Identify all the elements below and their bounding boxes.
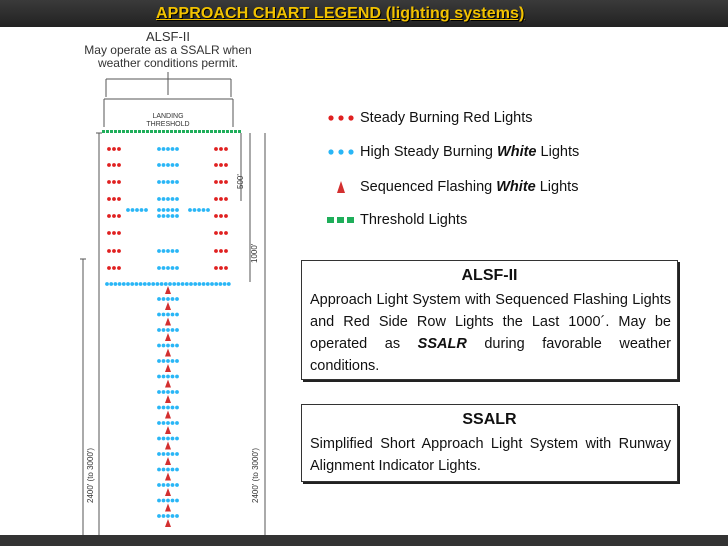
centerline-white-light — [162, 163, 166, 167]
threshold-light — [222, 130, 225, 133]
centerline-white-light — [162, 147, 166, 151]
box-text: Simplified Short Approach Light System with Runway Alignment Indicator Lights. — [310, 436, 671, 474]
centerline-white-light — [171, 359, 175, 363]
centerline-white-light — [162, 328, 166, 332]
threshold-label-1: LANDING — [152, 113, 184, 120]
side-row-red-light — [214, 197, 218, 201]
centerline-white-light — [166, 344, 170, 348]
threshold-light — [210, 130, 213, 133]
side-row-red-light — [214, 249, 218, 253]
centerline-white-light — [162, 406, 166, 410]
threshold-light — [178, 130, 181, 133]
threshold-light — [182, 130, 185, 133]
alsf-ii-diagram — [0, 27, 300, 535]
centerline-white-light — [171, 375, 175, 379]
centerline-white-light — [171, 421, 175, 425]
centerline-white-light — [157, 266, 161, 270]
side-row-red-light — [117, 180, 121, 184]
centerline-white-light — [175, 163, 179, 167]
system-name-label: ALSF-II — [145, 29, 191, 44]
threshold-light — [102, 130, 105, 133]
centerline-white-light — [175, 147, 179, 151]
legend-item-flashing-lights — [322, 177, 578, 197]
centerline-white-light — [171, 249, 175, 253]
legend-label: Steady Burning Red Lights — [360, 110, 533, 126]
centerline-white-light — [162, 359, 166, 363]
crossbar-white-light — [131, 208, 135, 212]
sequenced-flashing-light — [165, 364, 171, 372]
dimension-1000: 1000' — [250, 243, 259, 263]
crossbar-white-light — [188, 208, 192, 212]
centerline-white-light — [162, 249, 166, 253]
centerline-white-light — [157, 163, 161, 167]
side-row-red-light — [219, 266, 223, 270]
centerline-white-light — [157, 180, 161, 184]
legend-item-red-lights — [322, 108, 533, 128]
centerline-white-light — [175, 344, 179, 348]
centerline-white-light — [157, 468, 161, 472]
crossbar-white-light — [130, 282, 134, 286]
centerline-white-light — [162, 468, 166, 472]
centerline-white-light — [157, 483, 161, 487]
side-row-red-light — [224, 180, 228, 184]
box-text: Approach Light System with Sequenced Flashing Lights and Red Side Row Lights the Last 1000´. May be operated as SSALR during favorable weather conditions. — [310, 292, 671, 374]
side-row-red-light — [214, 180, 218, 184]
side-row-red-light — [112, 197, 116, 201]
crossbar-white-light — [160, 282, 164, 286]
centerline-white-light — [166, 266, 170, 270]
crossbar-white-light — [126, 282, 130, 286]
side-row-red-light — [107, 266, 111, 270]
centerline-white-light — [171, 147, 175, 151]
centerline-white-light — [166, 390, 170, 394]
red-triangle-icon — [322, 180, 360, 194]
centerline-white-light — [175, 214, 179, 218]
side-row-red-light — [117, 249, 121, 253]
centerline-white-light — [157, 214, 161, 218]
crossbar-white-light — [143, 282, 147, 286]
sequenced-flashing-light — [165, 426, 171, 434]
crossbar-white-light — [135, 208, 139, 212]
side-row-red-light — [219, 197, 223, 201]
centerline-white-light — [162, 344, 166, 348]
threshold-label-2: THRESHOLD — [146, 121, 190, 128]
crossbar-white-light — [227, 282, 231, 286]
crossbar-white-light — [206, 208, 210, 212]
threshold-light — [142, 130, 145, 133]
centerline-white-light — [175, 266, 179, 270]
centerline-white-light — [157, 328, 161, 332]
crossbar-white-light — [109, 282, 113, 286]
side-row-red-light — [112, 249, 116, 253]
dimension-500: 500' — [236, 174, 245, 189]
crossbar-white-light — [114, 282, 118, 286]
centerline-white-light — [166, 514, 170, 518]
bottom-bar — [0, 535, 728, 546]
alsf-ii-description-box — [301, 260, 678, 380]
threshold-light — [158, 130, 161, 133]
side-row-red-light — [219, 249, 223, 253]
centerline-white-light — [157, 406, 161, 410]
side-row-red-light — [224, 249, 228, 253]
side-row-red-light — [117, 266, 121, 270]
crossbar-white-light — [189, 282, 193, 286]
centerline-white-light — [166, 375, 170, 379]
threshold-light — [118, 130, 121, 133]
centerline-white-light — [157, 249, 161, 253]
crossbar-white-light — [193, 208, 197, 212]
sequenced-flashing-light — [165, 442, 171, 450]
sequenced-flashing-light — [165, 457, 171, 465]
centerline-white-light — [162, 180, 166, 184]
centerline-white-light — [166, 468, 170, 472]
centerline-white-light — [157, 359, 161, 363]
crossbar-white-light — [177, 282, 181, 286]
centerline-white-light — [162, 313, 166, 317]
centerline-white-light — [171, 514, 175, 518]
box-title: SSALR — [462, 411, 517, 428]
crossbar-white-light — [197, 208, 201, 212]
crossbar-white-light — [202, 282, 206, 286]
side-row-red-light — [112, 147, 116, 151]
legend-label: Sequenced Flashing White Lights — [360, 179, 579, 195]
sequenced-flashing-light — [165, 411, 171, 419]
threshold-light — [206, 130, 209, 133]
crossbar-white-light — [172, 282, 176, 286]
threshold-light — [146, 130, 149, 133]
crossbar-white-light — [202, 208, 206, 212]
crossbar-white-light — [156, 282, 160, 286]
green-squares-icon — [322, 215, 360, 225]
centerline-white-light — [162, 375, 166, 379]
threshold-light — [166, 130, 169, 133]
threshold-light — [202, 130, 205, 133]
centerline-white-light — [171, 163, 175, 167]
centerline-white-light — [162, 514, 166, 518]
crossbar-white-light — [214, 282, 218, 286]
side-row-red-light — [107, 147, 111, 151]
centerline-white-light — [175, 452, 179, 456]
centerline-white-light — [175, 180, 179, 184]
crossbar-white-light — [185, 282, 189, 286]
centerline-white-light — [171, 328, 175, 332]
centerline-white-light — [171, 297, 175, 301]
crossbar-white-light — [157, 208, 161, 212]
centerline-white-light — [171, 499, 175, 503]
side-row-red-light — [214, 214, 218, 218]
centerline-white-light — [175, 249, 179, 253]
side-row-red-light — [224, 197, 228, 201]
side-row-red-light — [107, 197, 111, 201]
crossbar-white-light — [168, 282, 172, 286]
centerline-white-light — [162, 421, 166, 425]
centerline-white-light — [175, 406, 179, 410]
crossbar-white-light — [171, 208, 175, 212]
centerline-white-light — [157, 147, 161, 151]
dimension-2400-right: 2400' (to 3000') — [251, 447, 260, 503]
centerline-white-light — [171, 406, 175, 410]
sequenced-flashing-light — [165, 318, 171, 326]
legend-item-threshold-lights — [322, 210, 467, 230]
red-dots-icon — [322, 113, 360, 123]
crossbar-white-light — [181, 282, 185, 286]
blue-dots-icon — [322, 147, 360, 157]
crossbar-white-light — [147, 282, 151, 286]
side-row-red-light — [112, 231, 116, 235]
centerline-white-light — [166, 297, 170, 301]
centerline-white-light — [157, 514, 161, 518]
crossbar-white-light — [135, 282, 139, 286]
side-row-red-light — [214, 231, 218, 235]
centerline-white-light — [162, 499, 166, 503]
crossbar-white-light — [198, 282, 202, 286]
threshold-light — [198, 130, 201, 133]
side-row-red-light — [107, 163, 111, 167]
centerline-white-light — [166, 452, 170, 456]
crossbar-white-light — [206, 282, 210, 286]
crossbar-white-light — [151, 282, 155, 286]
crossbar-white-light — [140, 208, 144, 212]
centerline-white-light — [162, 452, 166, 456]
centerline-white-light — [166, 197, 170, 201]
centerline-white-light — [157, 313, 161, 317]
side-row-red-light — [107, 180, 111, 184]
threshold-light — [130, 130, 133, 133]
sequenced-flashing-light — [165, 488, 171, 496]
sequenced-flashing-light — [165, 349, 171, 357]
threshold-light — [170, 130, 173, 133]
crossbar-white-light — [164, 282, 168, 286]
ssalr-description-box — [301, 404, 678, 482]
centerline-white-light — [157, 197, 161, 201]
threshold-light — [154, 130, 157, 133]
box-title: ALSF-II — [461, 267, 518, 284]
crossbar-white-light — [210, 282, 214, 286]
centerline-white-light — [175, 297, 179, 301]
centerline-white-light — [157, 344, 161, 348]
side-row-red-light — [214, 266, 218, 270]
centerline-white-light — [162, 197, 166, 201]
sequenced-flashing-light — [165, 473, 171, 481]
note-line-1: May operate as a SSALR when — [84, 43, 252, 57]
sequenced-flashing-light — [165, 519, 171, 527]
side-row-red-light — [219, 180, 223, 184]
threshold-light — [114, 130, 117, 133]
centerline-white-light — [157, 297, 161, 301]
centerline-white-light — [175, 468, 179, 472]
centerline-white-light — [162, 214, 166, 218]
centerline-white-light — [175, 197, 179, 201]
threshold-light — [218, 130, 221, 133]
crossbar-white-light — [193, 282, 197, 286]
centerline-white-light — [157, 499, 161, 503]
side-row-red-light — [224, 214, 228, 218]
threshold-light — [226, 130, 229, 133]
centerline-white-light — [175, 328, 179, 332]
centerline-white-light — [166, 359, 170, 363]
centerline-white-light — [171, 266, 175, 270]
centerline-white-light — [166, 437, 170, 441]
threshold-light — [150, 130, 153, 133]
sequenced-flashing-light — [165, 302, 171, 310]
centerline-white-light — [166, 483, 170, 487]
side-row-red-light — [107, 214, 111, 218]
threshold-light — [230, 130, 233, 133]
crossbar-white-light — [139, 282, 143, 286]
dimension-2400-left: 2400' (to 3000') — [86, 447, 95, 503]
threshold-light — [122, 130, 125, 133]
legend-label: High Steady Burning White Lights — [360, 144, 580, 160]
centerline-white-light — [175, 359, 179, 363]
legend-label: Threshold Lights — [360, 212, 468, 228]
side-row-red-light — [219, 214, 223, 218]
centerline-white-light — [162, 390, 166, 394]
crossbar-white-light — [175, 208, 179, 212]
side-row-red-light — [117, 147, 121, 151]
side-row-red-light — [224, 231, 228, 235]
centerline-white-light — [171, 483, 175, 487]
side-row-red-light — [117, 214, 121, 218]
centerline-white-light — [162, 437, 166, 441]
side-row-red-light — [219, 231, 223, 235]
centerline-white-light — [175, 421, 179, 425]
threshold-light — [134, 130, 137, 133]
centerline-white-light — [175, 437, 179, 441]
centerline-white-light — [166, 214, 170, 218]
crossbar-white-light — [166, 208, 170, 212]
centerline-white-light — [171, 180, 175, 184]
title-bar — [0, 0, 728, 27]
threshold-light — [126, 130, 129, 133]
centerline-white-light — [157, 375, 161, 379]
centerline-white-light — [175, 483, 179, 487]
crossbar-white-light — [162, 208, 166, 212]
centerline-white-light — [175, 499, 179, 503]
centerline-white-light — [166, 406, 170, 410]
centerline-white-light — [171, 313, 175, 317]
centerline-white-light — [162, 483, 166, 487]
crossbar-white-light — [223, 282, 227, 286]
side-row-red-light — [224, 147, 228, 151]
centerline-white-light — [166, 421, 170, 425]
threshold-light — [238, 130, 241, 133]
centerline-white-light — [166, 313, 170, 317]
side-row-red-light — [117, 163, 121, 167]
centerline-white-light — [166, 249, 170, 253]
centerline-white-light — [157, 452, 161, 456]
crossbar-white-light — [126, 208, 130, 212]
centerline-white-light — [166, 147, 170, 151]
centerline-white-light — [175, 514, 179, 518]
crossbar-white-light — [122, 282, 126, 286]
threshold-light — [186, 130, 189, 133]
centerline-white-light — [171, 437, 175, 441]
side-row-red-light — [107, 231, 111, 235]
page-title: APPROACH CHART LEGEND (lighting systems) — [156, 5, 525, 22]
centerline-white-light — [175, 375, 179, 379]
side-row-red-light — [117, 197, 121, 201]
side-row-red-light — [224, 163, 228, 167]
centerline-white-light — [171, 390, 175, 394]
centerline-white-light — [175, 390, 179, 394]
crossbar-white-light — [144, 208, 148, 212]
threshold-light — [174, 130, 177, 133]
crossbar-white-light — [118, 282, 122, 286]
threshold-light — [234, 130, 237, 133]
side-row-red-light — [214, 147, 218, 151]
threshold-light — [190, 130, 193, 133]
note-line-2: weather conditions permit. — [97, 56, 239, 70]
side-row-red-light — [107, 249, 111, 253]
crossbar-white-light — [105, 282, 109, 286]
centerline-white-light — [162, 297, 166, 301]
side-row-red-light — [219, 147, 223, 151]
side-row-red-light — [112, 180, 116, 184]
side-row-red-light — [112, 163, 116, 167]
side-row-red-light — [117, 231, 121, 235]
threshold-light — [138, 130, 141, 133]
centerline-white-light — [171, 468, 175, 472]
threshold-light — [162, 130, 165, 133]
threshold-light — [194, 130, 197, 133]
side-row-red-light — [219, 163, 223, 167]
centerline-white-light — [175, 313, 179, 317]
centerline-white-light — [171, 452, 175, 456]
centerline-white-light — [166, 499, 170, 503]
centerline-white-light — [166, 328, 170, 332]
centerline-white-light — [166, 180, 170, 184]
threshold-light — [214, 130, 217, 133]
centerline-white-light — [166, 163, 170, 167]
legend-item-white-lights — [322, 142, 579, 162]
side-row-red-light — [214, 163, 218, 167]
sequenced-flashing-light — [165, 504, 171, 512]
sequenced-flashing-light — [165, 333, 171, 341]
centerline-white-light — [157, 421, 161, 425]
centerline-white-light — [171, 214, 175, 218]
centerline-white-light — [157, 390, 161, 394]
side-row-red-light — [112, 214, 116, 218]
threshold-light — [110, 130, 113, 133]
side-row-red-light — [112, 266, 116, 270]
sequenced-flashing-light — [165, 286, 171, 294]
centerline-white-light — [157, 437, 161, 441]
threshold-light — [106, 130, 109, 133]
sequenced-flashing-light — [165, 380, 171, 388]
sequenced-flashing-light — [165, 395, 171, 403]
centerline-white-light — [162, 266, 166, 270]
centerline-white-light — [171, 344, 175, 348]
side-row-red-light — [224, 266, 228, 270]
centerline-white-light — [171, 197, 175, 201]
crossbar-white-light — [219, 282, 223, 286]
